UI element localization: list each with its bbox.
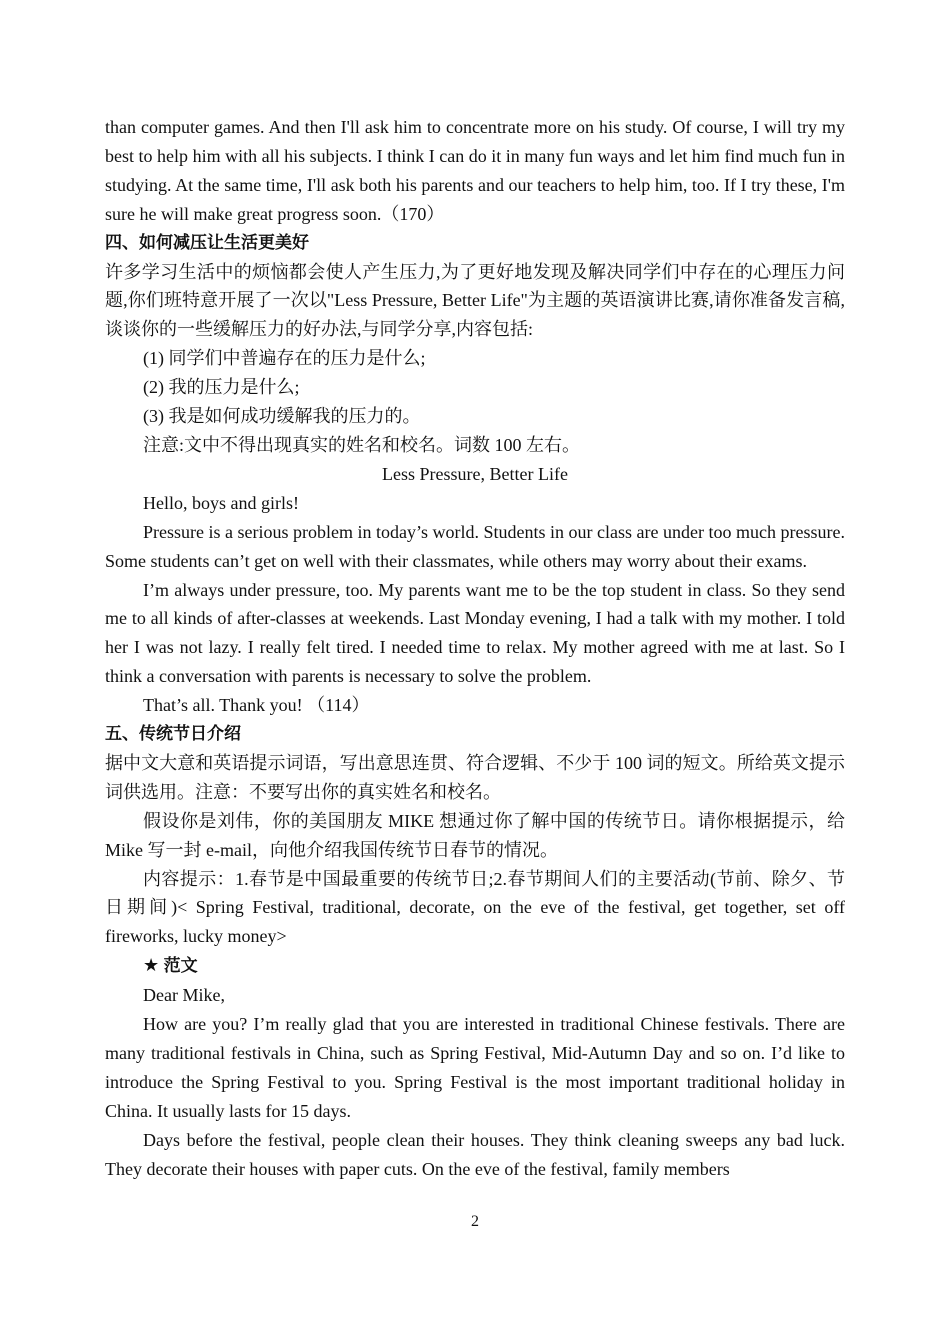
speech-paragraph-1: Pressure is a serious problem in today’s world. Students in our class are under too much pressure. Some students can’t get on well with their classmates, while others may worry about their exams. [105, 521, 845, 571]
requirement-item-3: (3) 我是如何成功缓解我的压力的。 [143, 406, 421, 427]
section-5-prompt-1: 据中文大意和英语提示词语，写出意思连贯、符合逻辑、不少于 100 词的短文。所给英文提示词供选用。注意：不要写出你的真实姓名和校名。 [105, 752, 845, 802]
section-5-heading: 五、传统节日介绍 [105, 724, 241, 745]
section-4-heading: 四、如何减压让生活更美好 [105, 232, 309, 253]
essay-ending-paragraph: than computer games. And then I'll ask him to concentrate more on his study. Of course, I will try my best to help him with all his subjects. I think I can do it in many fun ways and let him find much fun in studying. At the same time, I'll ask both his parents and our teachers to help him, too. If I try these, I'm sure he will make great progress soon.（170） [105, 117, 845, 224]
speech-title: Less Pressure, Better Life [382, 463, 568, 484]
requirement-item-1: (1) 同学们中普遍存在的压力是什么; [143, 348, 426, 369]
model-essay-label [105, 951, 845, 981]
section-4-note: 注意:文中不得出现真实的姓名和校名。词数 100 左右。 [143, 434, 580, 455]
letter-salutation: Dear Mike, [143, 985, 225, 1006]
letter-paragraph-1: How are you? I’m really glad that you are interested in traditional Chinese festivals. There are many traditional festivals in China, such as Spring Festival, Mid-Autumn Day and so on. I’d like to introduce the Spring Festival to you. Spring Festival is the most important traditional holiday in China. It usually lasts for 15 days. [105, 1014, 845, 1121]
section-4-prompt: 许多学习生活中的烦恼都会使人产生压力,为了更好地发现及解决同学们中存在的心理压力问题,你们班特意开展了一次以"Less Pressure, Better Life"为主题的英语演讲比赛,请你准备发言稿,谈谈你的一些缓解压力的好办法,与同学分享,内容包括: [105, 261, 845, 340]
section-5-prompt-2: 假设你是刘伟，你的美国朋友 MIKE 想通过你了解中国的传统节日。请你根据提示，给 Mike 写一封 e-mail，向他介绍我国传统节日春节的情况。 [105, 810, 845, 860]
speech-greeting: Hello, boys and girls! [143, 492, 299, 513]
page-number: 2 [471, 1213, 479, 1230]
letter-paragraph-2: Days before the festival, people clean their houses. They think cleaning sweeps any bad luck. They decorate their houses with paper cuts. On the eve of the festival, family members [105, 1129, 845, 1179]
model-essay-text: 范文 [163, 956, 198, 977]
page-content [105, 113, 845, 1184]
section-5-prompt-3: 内容提示：1.春节是中国最重要的传统节日;2.春节期间人们的主要活动(节前、除夕、节日期间)< Spring Festival, traditional, decorate, on the eve of the festival, get together, set off fireworks, lucky money> [105, 868, 845, 947]
requirement-item-2: (2) 我的压力是什么; [143, 377, 300, 398]
speech-closing: That’s all. Thank you! （114） [143, 695, 370, 716]
speech-paragraph-2: I’m always under pressure, too. My parents want me to be the top student in class. So they send me to all kinds of after-classes at weekends. Last Monday evening, I had a talk with my mother. I told her I was not lazy. I really felt tired. I needed time to relax. My mother agreed with me at last. So I think a conversation with parents is necessary to solve the problem. [105, 579, 845, 687]
star-icon: ★ [143, 955, 160, 977]
